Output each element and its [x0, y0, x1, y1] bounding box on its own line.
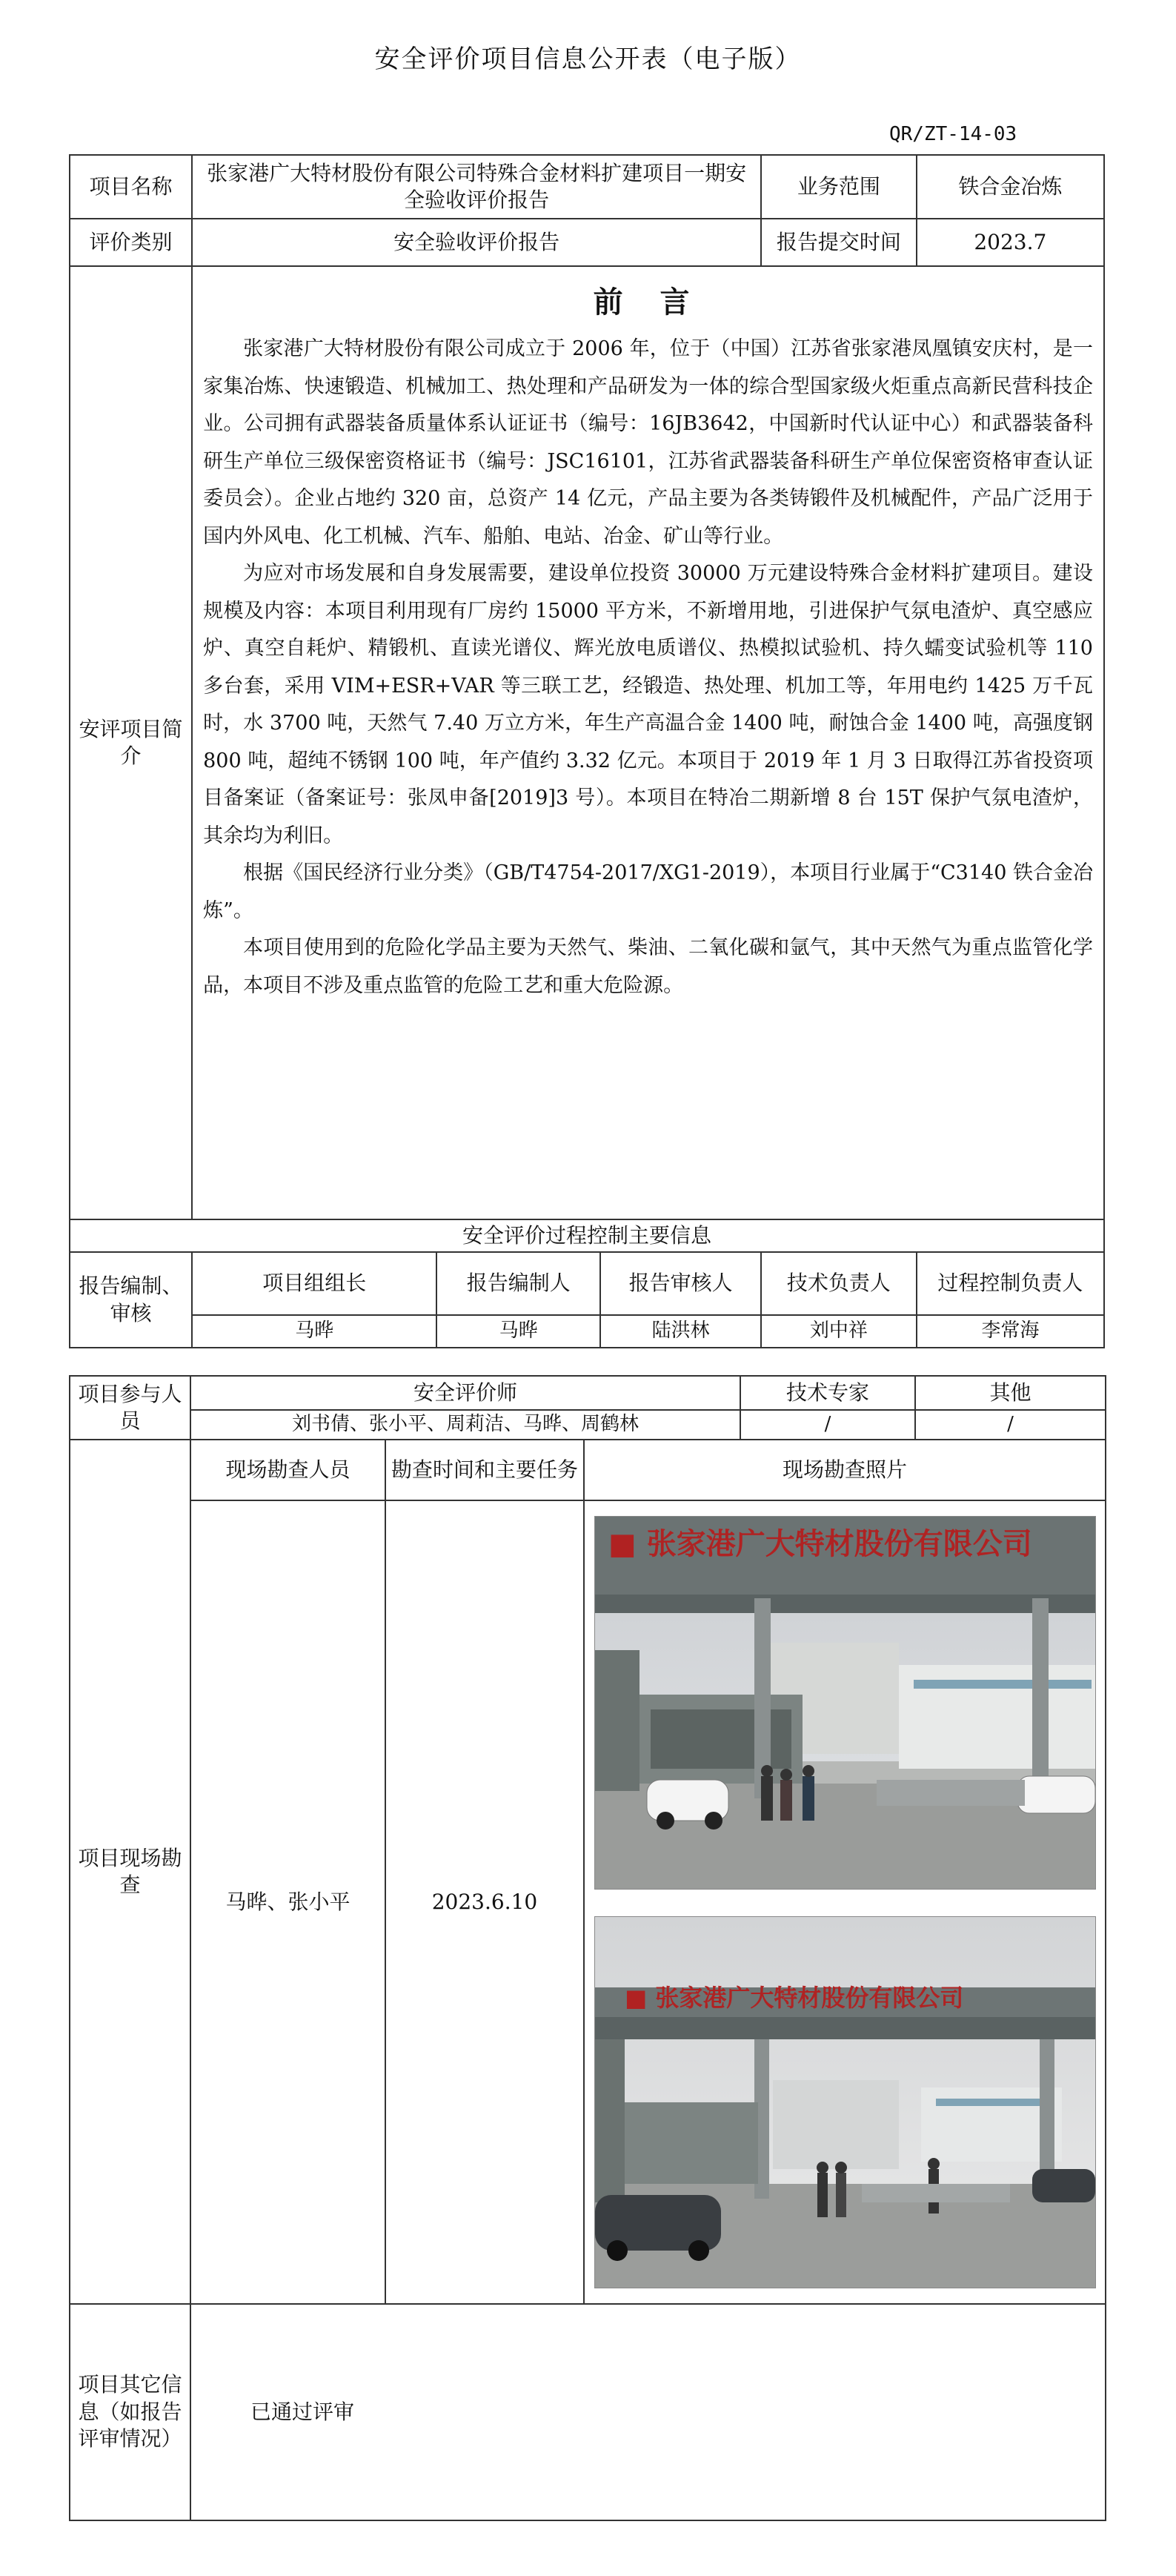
expert-header: 技术专家 — [740, 1376, 915, 1410]
site-photo-2 — [594, 1916, 1096, 2288]
evaluator-header: 安全评价师 — [190, 1376, 740, 1410]
survey-info-table — [69, 1375, 1106, 2521]
intro-paragraph: 根据《国民经济行业分类》（GB/T4754-2017/XG1-2019），本项目行业属于“C3140 铁合金冶炼”。 — [203, 861, 1093, 922]
photo-header: 现场勘查照片 — [584, 1440, 1106, 1500]
other-info: 已通过评审 — [190, 2304, 1106, 2520]
submit-time: 2023.7 — [917, 219, 1104, 266]
person-name: 马晔 — [192, 1315, 436, 1348]
project-name-label: 项目名称 — [70, 155, 192, 219]
other-header: 其他 — [915, 1376, 1106, 1410]
intro-label: 安评项目简介 — [70, 266, 192, 1219]
intro-heading: 前 言 — [593, 285, 703, 319]
role-header: 项目组组长 — [192, 1252, 436, 1315]
person-name: 李常海 — [917, 1315, 1104, 1348]
survey-label: 项目现场勘查 — [70, 1440, 190, 2304]
project-info-table — [69, 154, 1105, 1348]
role-header: 过程控制负责人 — [917, 1252, 1104, 1315]
intro-paragraph: 为应对市场发展和自身发展需要，建设单位投资 30000 万元建设特殊合金材料扩建项目。建设规模及内容：本项目利用现有厂房约 15000 平方米，不新增用地，引进保护气氛电渣炉、真空感应炉、真空自耗炉、精锻机、直读光谱仪、辉光放电质谱仪、热模拟试验机、持久蠕变试验机等 110 多台套，采用 VIM+ESR+VAR 等三联工艺，经锻造、热处理、机加工等，年用电约 1425 万千瓦时，水 3700 吨，天然气 7.40 万立方米，年生产高温合金 1400 吨，耐蚀合金 1400 吨，高强度钢 800 吨，超纯不锈钢 100 吨，年产值约 3.32 亿元。本项目于 2019 年 1 月 3 日取得江苏省投资项目备案证（备案证号：张凤申备[2019]3 号）。本项目在特冶二期新增 8 台 15T 保护气氛电渣炉，其余均为利旧。 — [203, 562, 1093, 847]
business-scope: 铁合金冶炼 — [917, 155, 1104, 219]
role-header: 技术负责人 — [761, 1252, 917, 1315]
person-name: 刘中祥 — [761, 1315, 917, 1348]
site-photo-1 — [594, 1516, 1096, 1890]
gate-sign-text: ■ 张家港广大特材股份有限公司 — [608, 1527, 1032, 1561]
intro-paragraph: 张家港广大特材股份有限公司成立于 2006 年，位于（中国）江苏省张家港凤凰镇安庆村，是一家集冶炼、快速锻造、机械加工、热处理和产品研发为一体的综合型国家级火炬重点高新民营科技企业。公司拥有武器装备质量体系认证证书（编号：16JB3642，中国新时代认证中心）和武器装备科研生产单位三级保密资格证书（编号：JSC16101，江苏省武器装备科研生产单位保密资格审查认证委员会）。企业占地约 320 亩，总资产 14 亿元，产品主要为各类铸锻件及机械配件，产品广泛用于国内外风电、化工机械、汽车、船舶、电站、冶金、矿山等行业。 — [203, 337, 1093, 548]
other-info-label: 项目其它信息（如报告评审情况） — [70, 2304, 190, 2520]
document-title: 安全评价项目信息公开表（电子版） — [374, 44, 802, 74]
gate-sign-text: ■ 张家港广大特材股份有限公司 — [624, 1984, 963, 2012]
eval-type: 安全验收评价报告 — [192, 219, 761, 266]
document-number: QR/ZT-14-03 — [889, 123, 1017, 145]
role-header: 报告审核人 — [600, 1252, 761, 1315]
project-name: 张家港广大特材股份有限公司特殊合金材料扩建项目一期安全验收评价报告 — [192, 155, 761, 219]
person-name: 马晔 — [436, 1315, 600, 1348]
other-value: / — [915, 1410, 1106, 1440]
role-header: 报告编制人 — [436, 1252, 600, 1315]
surveyor-header: 现场勘查人员 — [190, 1440, 385, 1500]
business-scope-label: 业务范围 — [761, 155, 917, 219]
participants-label: 项目参与人员 — [70, 1376, 190, 1440]
intro-paragraph: 本项目使用到的危险化学品主要为天然气、柴油、二氧化碳和氩气，其中天然气为重点监管化学品，本项目不涉及重点监管的危险工艺和重大危险源。 — [203, 936, 1093, 997]
process-header: 安全评价过程控制主要信息 — [70, 1219, 1104, 1252]
submit-time-label: 报告提交时间 — [761, 219, 917, 266]
photo-cell — [584, 1500, 1106, 2304]
surveyors: 马晔、张小平 — [190, 1500, 385, 2304]
eval-type-label: 评价类别 — [70, 219, 192, 266]
survey-time: 2023.6.10 — [385, 1500, 584, 2304]
expert-value: / — [740, 1410, 915, 1440]
survey-time-header: 勘查时间和主要任务 — [385, 1440, 584, 1500]
intro-content — [192, 266, 1104, 1219]
person-name: 陆洪林 — [600, 1315, 761, 1348]
evaluator-list: 刘书倩、张小平、周莉洁、马晔、周鹤林 — [190, 1410, 740, 1440]
process-label: 报告编制、审核 — [70, 1252, 192, 1348]
